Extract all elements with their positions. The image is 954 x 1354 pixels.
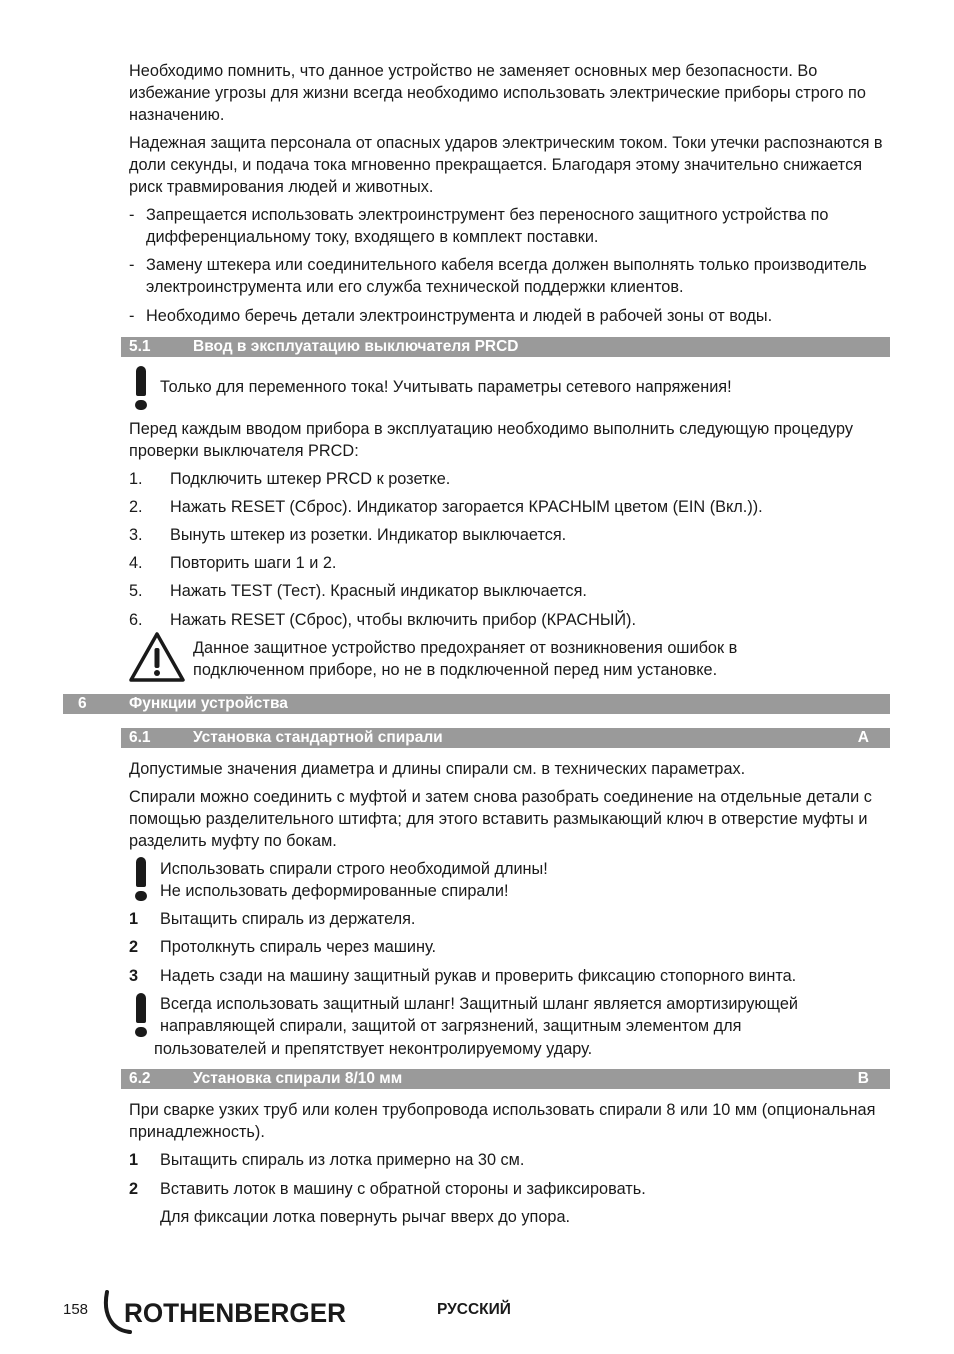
list-item	[129, 609, 891, 631]
section-header-6-2	[121, 1069, 890, 1089]
bullet-dash: -	[129, 256, 135, 274]
step-number: 5.	[129, 582, 143, 600]
list-item	[129, 204, 891, 248]
intro-paragraph-1: Необходимо помнить, что данное устройство не заменяет основных мер безопасности. Во избежание угрозы для жизни всегда необходимо использовать электрические приборы строго по назначению.	[129, 62, 866, 124]
note-text: Только для переменного тока! Учитывать параметры сетевого напряжения!	[160, 378, 732, 396]
list-item	[129, 254, 891, 298]
list-item	[129, 468, 891, 490]
paragraph: При сварке узких труб или колен трубопровода использовать спирали 8 или 10 мм (опциональная принадлежность).	[129, 1101, 876, 1141]
step-number: 2	[129, 1180, 139, 1198]
bullet-dash: -	[129, 206, 135, 224]
section-number: 6.1	[129, 729, 151, 746]
figure-letter: B	[857, 1070, 869, 1087]
step-number: 2.	[129, 498, 143, 516]
step-number: 3	[129, 967, 139, 985]
language-label: РУССКИЙ	[437, 1301, 511, 1318]
step-number: 6.	[129, 611, 143, 629]
section-header-5-1	[121, 337, 890, 357]
step-text: Нажать TEST (Тест). Красный индикатор выключается.	[170, 582, 587, 600]
step-text: Надеть сзади на машину защитный рукав и проверить фиксацию стопорного винта.	[160, 967, 797, 985]
note-line: направляющей спирали, защитой от загрязнений, защитным элементом для	[160, 1017, 742, 1035]
rothenberger-logo	[100, 1286, 350, 1336]
figure-letter: A	[857, 729, 869, 746]
section-number: 6	[78, 695, 87, 712]
list-item	[129, 305, 891, 327]
note-line: пользователей и препятствует неконтролируемому удару.	[154, 1040, 593, 1058]
section-title: Функции устройства	[129, 695, 288, 712]
list-item	[129, 936, 891, 958]
step-text: Вставить лоток в машину с обратной стороны и зафиксировать.	[160, 1180, 646, 1198]
section-title: Ввод в эксплуатацию выключателя PRCD	[193, 338, 519, 355]
paragraph: Спирали можно соединить с муфтой и затем снова разобрать соединение на отдельные детали с помощью разделительного штифта; для этого вставить размыкающий ключ в отверстие муфты и разделить муфту по бокам.	[129, 788, 872, 850]
list-item	[129, 1178, 891, 1200]
step-number: 1.	[129, 470, 143, 488]
bullet-text: Необходимо беречь детали электроинструмента и людей в рабочей зоны от воды.	[146, 307, 773, 325]
note-line: Использовать спирали строго необходимой длины!	[160, 860, 548, 878]
list-item	[129, 908, 891, 930]
paragraph: Перед каждым вводом прибора в эксплуатацию необходимо выполнить следующую процедуру проверки выключателя PRCD:	[129, 420, 854, 460]
section-title: Установка стандартной спирали	[193, 729, 443, 746]
page-number: 158	[63, 1301, 89, 1318]
warning-text: Данное защитное устройство предохраняет от возникновения ошибок в подключенном приборе, но не в подключенной перед ним установке.	[193, 639, 738, 679]
list-item	[129, 496, 891, 518]
section-header-6	[63, 694, 890, 714]
section-header-6-1	[121, 728, 890, 748]
step-number: 1	[129, 1151, 139, 1169]
list-item	[129, 965, 891, 987]
step-text: Подключить штекер PRCD к розетке.	[170, 470, 451, 488]
step-text: Нажать RESET (Сброс), чтобы включить прибор (КРАСНЫЙ).	[170, 611, 636, 629]
section-title: Установка спирали 8/10 мм	[193, 1070, 403, 1087]
step-text: Протолкнуть спираль через машину.	[160, 938, 437, 956]
bullet-text: Замену штекера или соединительного кабеля всегда должен выполнять только производитель электроинструмента или его служба технической поддержки клиентов.	[146, 256, 867, 296]
list-item	[129, 1149, 891, 1171]
bullet-text: Запрещается использовать электроинструмент без переносного защитного устройства по дифференциальному току, входящего в комплект поставки.	[146, 206, 829, 246]
note-line: Не использовать деформированные спирали!	[160, 882, 509, 900]
bullet-dash: -	[129, 307, 135, 325]
note-line: Всегда использовать защитный шланг! Защитный шланг является амортизирующей	[160, 995, 798, 1013]
paragraph: Для фиксации лотка повернуть рычаг вверх до упора.	[160, 1208, 571, 1226]
paragraph: Допустимые значения диаметра и длины спирали см. в технических параметрах.	[129, 760, 746, 778]
step-number: 2	[129, 938, 139, 956]
section-number: 6.2	[129, 1070, 151, 1087]
section-number: 5.1	[129, 338, 151, 355]
step-text: Вынуть штекер из розетки. Индикатор выключается.	[170, 526, 567, 544]
intro-paragraph-2: Надежная защита персонала от опасных ударов электрическим током. Токи утечки распознаются в доли секунды, и подача тока мгновенно прекращается. Благодаря этому значительно снижается риск травмирования людей и животных.	[129, 134, 883, 196]
brand-wordmark: ROTHENBERGER	[124, 1298, 346, 1328]
list-item	[129, 580, 891, 602]
warning-triangle-icon	[128, 631, 186, 683]
step-text: Вытащить спираль из держателя.	[160, 910, 416, 928]
step-text: Повторить шаги 1 и 2.	[170, 554, 337, 572]
step-number: 4.	[129, 554, 143, 572]
step-number: 3.	[129, 526, 143, 544]
list-item	[129, 524, 891, 546]
list-item	[129, 552, 891, 574]
step-number: 1	[129, 910, 139, 928]
step-text: Вытащить спираль из лотка примерно на 30 см.	[160, 1151, 525, 1169]
step-text: Нажать RESET (Сброс). Индикатор загорается КРАСНЫМ цветом (EIN (Вкл.)).	[170, 498, 763, 516]
